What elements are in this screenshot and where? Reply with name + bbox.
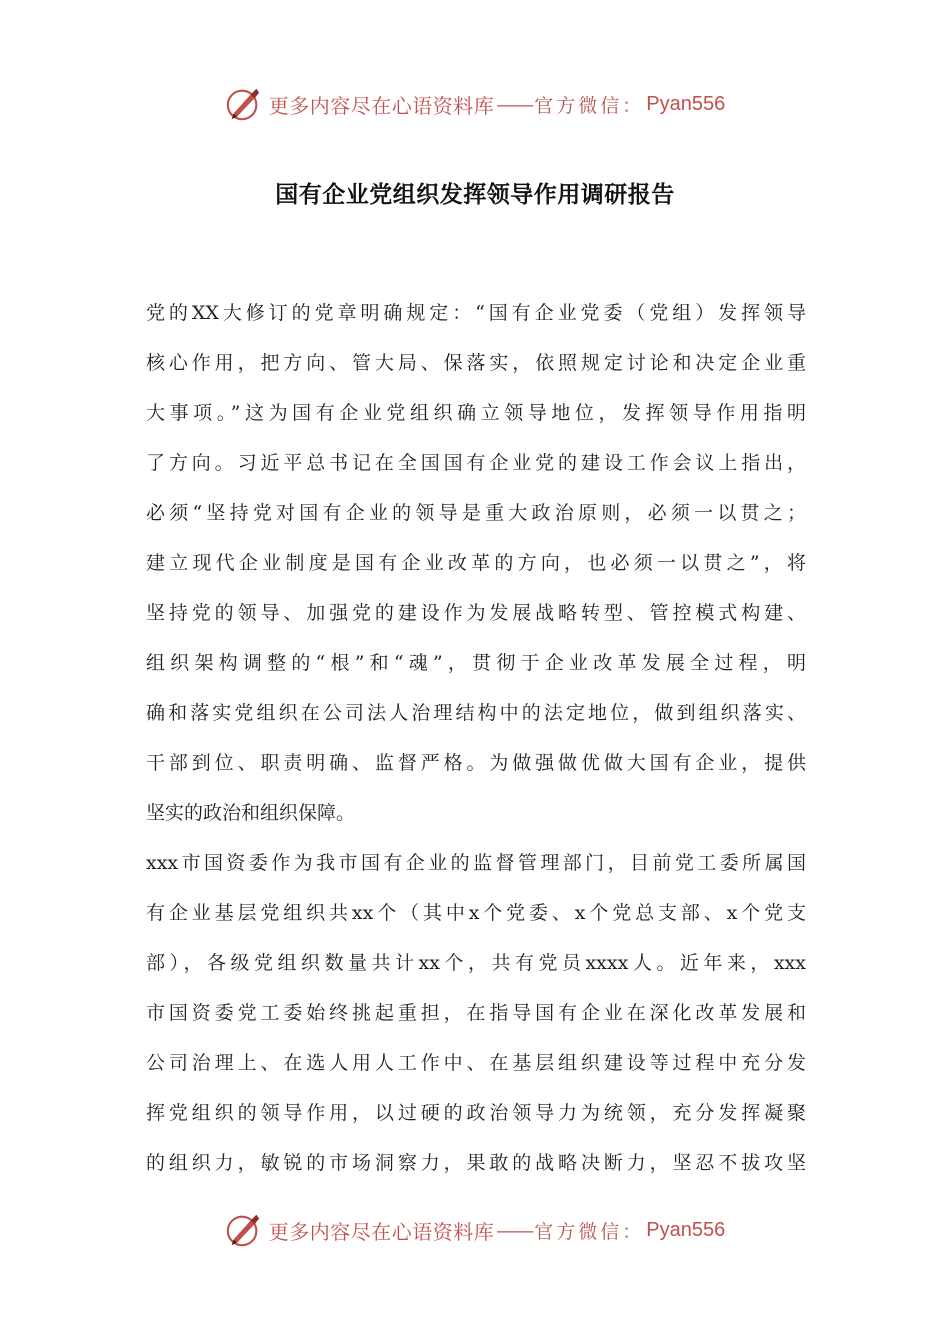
- text-line: 组织架构调整的“根”和“魂”，贯彻于企业改革发展全过程，明: [146, 652, 806, 674]
- banner-text: 更多内容尽在心语资料库: [268, 1219, 495, 1244]
- text-line: 挥党组织的领导作用，以过硬的政治领导力为统领，充分发挥凝聚: [146, 1102, 806, 1124]
- text-line: 坚持党的领导、加强党的建设作为发展战略转型、管控模式构建、: [146, 602, 806, 624]
- text-line: xxx市国资委作为我市国有企业的监督管理部门，目前党工委所属国: [146, 852, 806, 874]
- pen-logo-icon: [225, 85, 263, 123]
- document-body: [146, 288, 806, 1188]
- paragraph-2: [146, 838, 806, 1188]
- wechat-label: 官方微信：: [534, 94, 645, 117]
- text-line: 市国资委党工委始终挑起重担，在指导国有企业在深化改革发展和: [146, 1002, 806, 1024]
- text-line: 建立现代企业制度是国有企业改革的方向，也必须一以贯之”，将: [146, 552, 806, 574]
- wechat-id: Pyan556: [646, 1218, 726, 1241]
- text-line: 的组织力，敏锐的市场洞察力，果敢的战略决断力，坚忍不拔攻坚: [146, 1152, 806, 1174]
- text-line: 坚实的政治和组织保障。: [146, 802, 356, 824]
- wechat-id: Pyan556: [646, 92, 726, 115]
- text-line: 大事项。”这为国有企业党组织确立领导地位，发挥领导作用指明: [146, 402, 806, 424]
- banner-text: 更多内容尽在心语资料库: [268, 93, 495, 118]
- wechat-label: 官方微信：: [534, 1220, 645, 1243]
- header-banner: [0, 82, 950, 126]
- text-line: 党的XX大修订的党章明确规定：“国有企业党委（党组）发挥领导: [146, 302, 806, 324]
- text-line: 了方向。习近平总书记在全国国有企业党的建设工作会议上指出，: [146, 452, 806, 474]
- banner-separator: ——: [496, 1218, 533, 1242]
- banner-separator: ——: [496, 92, 533, 116]
- text-line: 确和落实党组织在公司法人治理结构中的法定地位，做到组织落实、: [146, 702, 806, 724]
- text-line: 必须“坚持党对国有企业的领导是重大政治原则，必须一以贯之；: [146, 502, 806, 524]
- paragraph-1: [146, 288, 806, 838]
- document-title: 国有企业党组织发挥领导作用调研报告: [275, 182, 675, 208]
- text-line: 核心作用，把方向、管大局、保落实，依照规定讨论和决定企业重: [146, 352, 806, 374]
- text-line: 有企业基层党组织共xx个（其中x个党委、x个党总支部、x个党支: [146, 902, 806, 924]
- pen-logo-icon: [225, 1211, 263, 1249]
- text-line: 干部到位、职责明确、监督严格。为做强做优做大国有企业，提供: [146, 752, 806, 774]
- footer-banner: [0, 1208, 950, 1252]
- text-line: 公司治理上、在选人用人工作中、在基层组织建设等过程中充分发: [146, 1052, 806, 1074]
- text-line: 部），各级党组织数量共计xx个，共有党员xxxx人。近年来，xxx: [146, 952, 806, 974]
